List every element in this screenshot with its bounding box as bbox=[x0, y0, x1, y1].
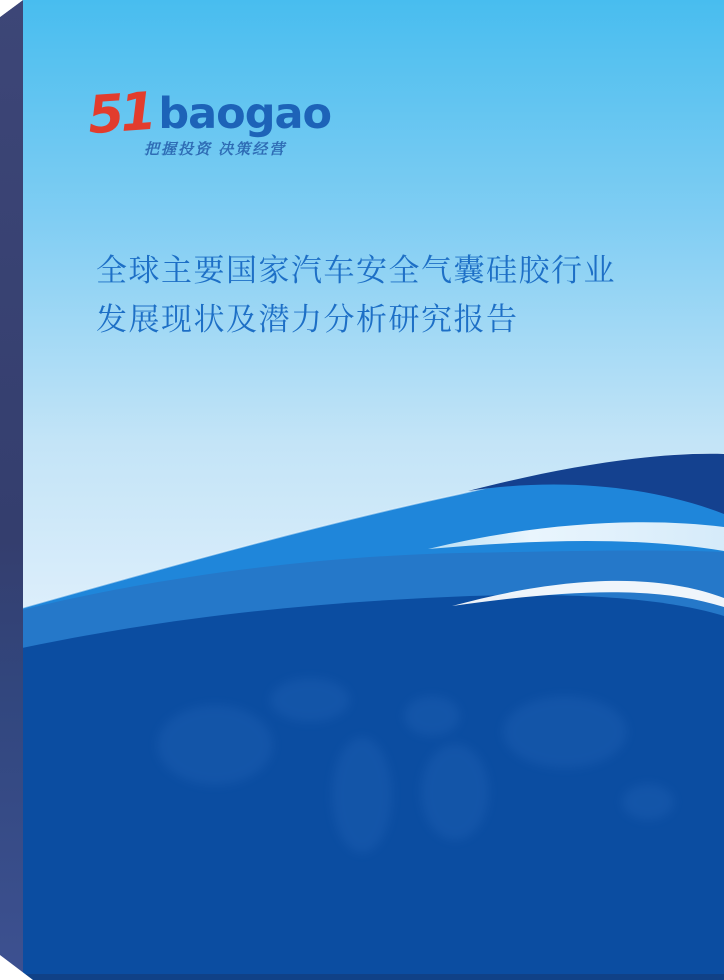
book-spine bbox=[0, 0, 23, 980]
report-title-line2: 发展现状及潜力分析研究报告 bbox=[96, 302, 519, 337]
logo bbox=[85, 81, 332, 158]
report-title-line1: 全球主要国家汽车安全气囊硅胶行业 bbox=[96, 253, 616, 288]
bottom-shadow-strip bbox=[22, 974, 724, 980]
report-title bbox=[96, 246, 696, 344]
logo-tagline: 把握投资 决策经营 bbox=[144, 141, 287, 158]
logo-wordmark: baogao bbox=[158, 89, 332, 139]
logo-51-mark: 51 bbox=[85, 81, 155, 147]
